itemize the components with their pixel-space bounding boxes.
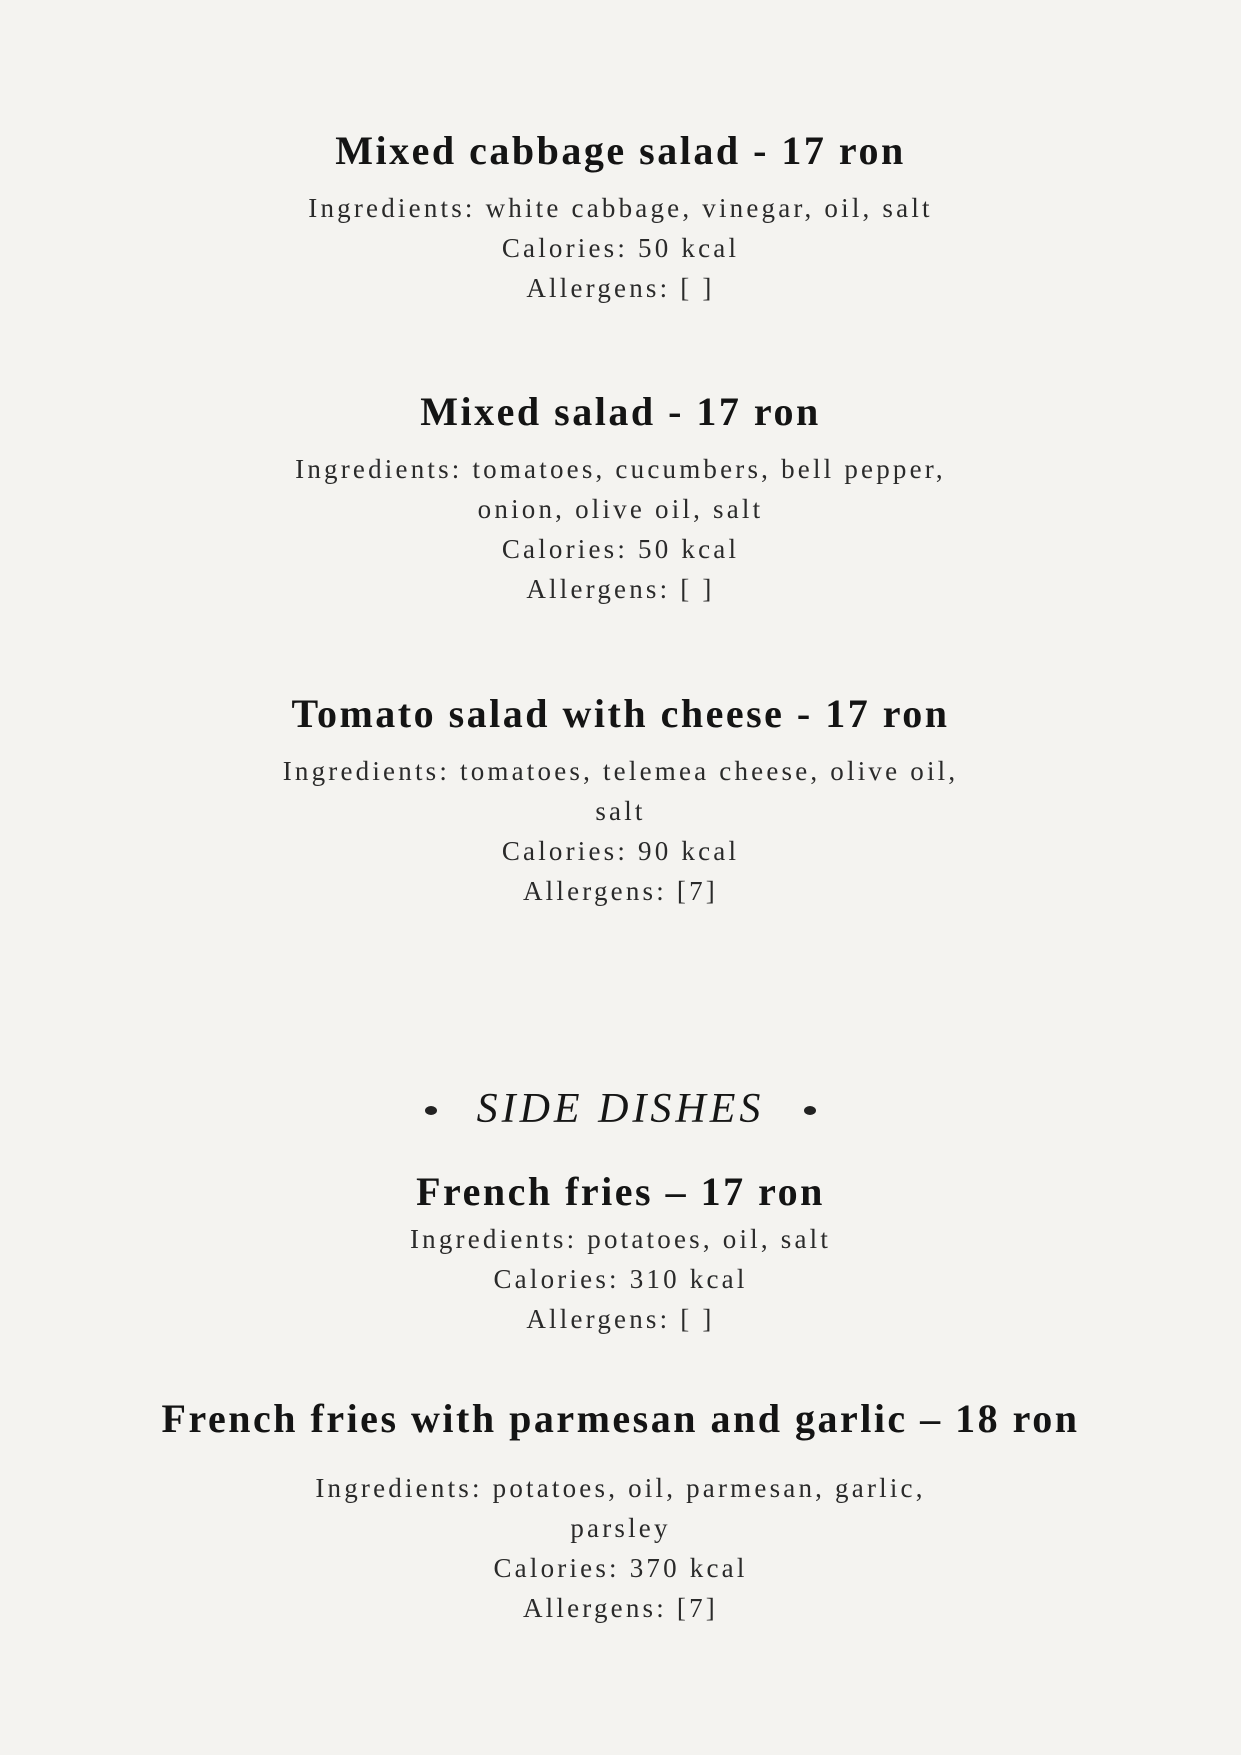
item-title: French fries with parmesan and garlic – 18 ron [161,1396,1080,1441]
item-title: Mixed salad - 17 ron [420,389,821,434]
menu-item-mixed-cabbage-salad [0,128,1241,308]
menu-item-tomato-salad-with-cheese [0,691,1241,911]
item-allergens: Allergens: [7] [522,1593,718,1623]
item-details [301,1468,941,1628]
item-title: Mixed cabbage salad - 17 ron [335,128,906,173]
item-ingredients: Ingredients: potatoes, oil, parmesan, garlic, parsley [315,1473,926,1543]
bullet-dot-icon [804,1106,816,1115]
section-heading-side-dishes [0,1082,1241,1136]
item-allergens: Allergens: [ ] [526,1304,715,1334]
item-ingredients: Ingredients: potatoes, oil, salt [409,1224,832,1254]
item-calories: Calories: 50 kcal [501,233,740,263]
item-allergens: Allergens: [ ] [526,273,715,303]
item-ingredients: Ingredients: tomatoes, telemea cheese, olive oil, salt [282,756,959,826]
item-title: French fries – 17 ron [416,1169,825,1214]
item-title: Tomato salad with cheese - 17 ron [291,691,950,736]
item-details [276,188,966,308]
item-calories: Calories: 310 kcal [493,1264,748,1294]
item-ingredients: Ingredients: white cabbage, vinegar, oil, salt [308,193,933,223]
item-details [276,751,966,911]
menu-item-french-fries [0,1169,1241,1339]
item-allergens: Allergens: [7] [522,876,718,906]
item-details [276,1219,966,1339]
item-calories: Calories: 370 kcal [493,1553,748,1583]
item-allergens: Allergens: [ ] [526,574,715,604]
item-calories: Calories: 90 kcal [501,836,740,866]
item-details [276,449,966,609]
item-calories: Calories: 50 kcal [501,534,740,564]
menu-item-french-fries-parmesan-garlic [0,1396,1241,1628]
bullet-dot-icon [425,1106,437,1115]
section-heading-text: SIDE DISHES [476,1086,765,1132]
menu-item-mixed-salad [0,389,1241,609]
item-ingredients: Ingredients: tomatoes, cucumbers, bell pepper, onion, olive oil, salt [295,454,946,524]
